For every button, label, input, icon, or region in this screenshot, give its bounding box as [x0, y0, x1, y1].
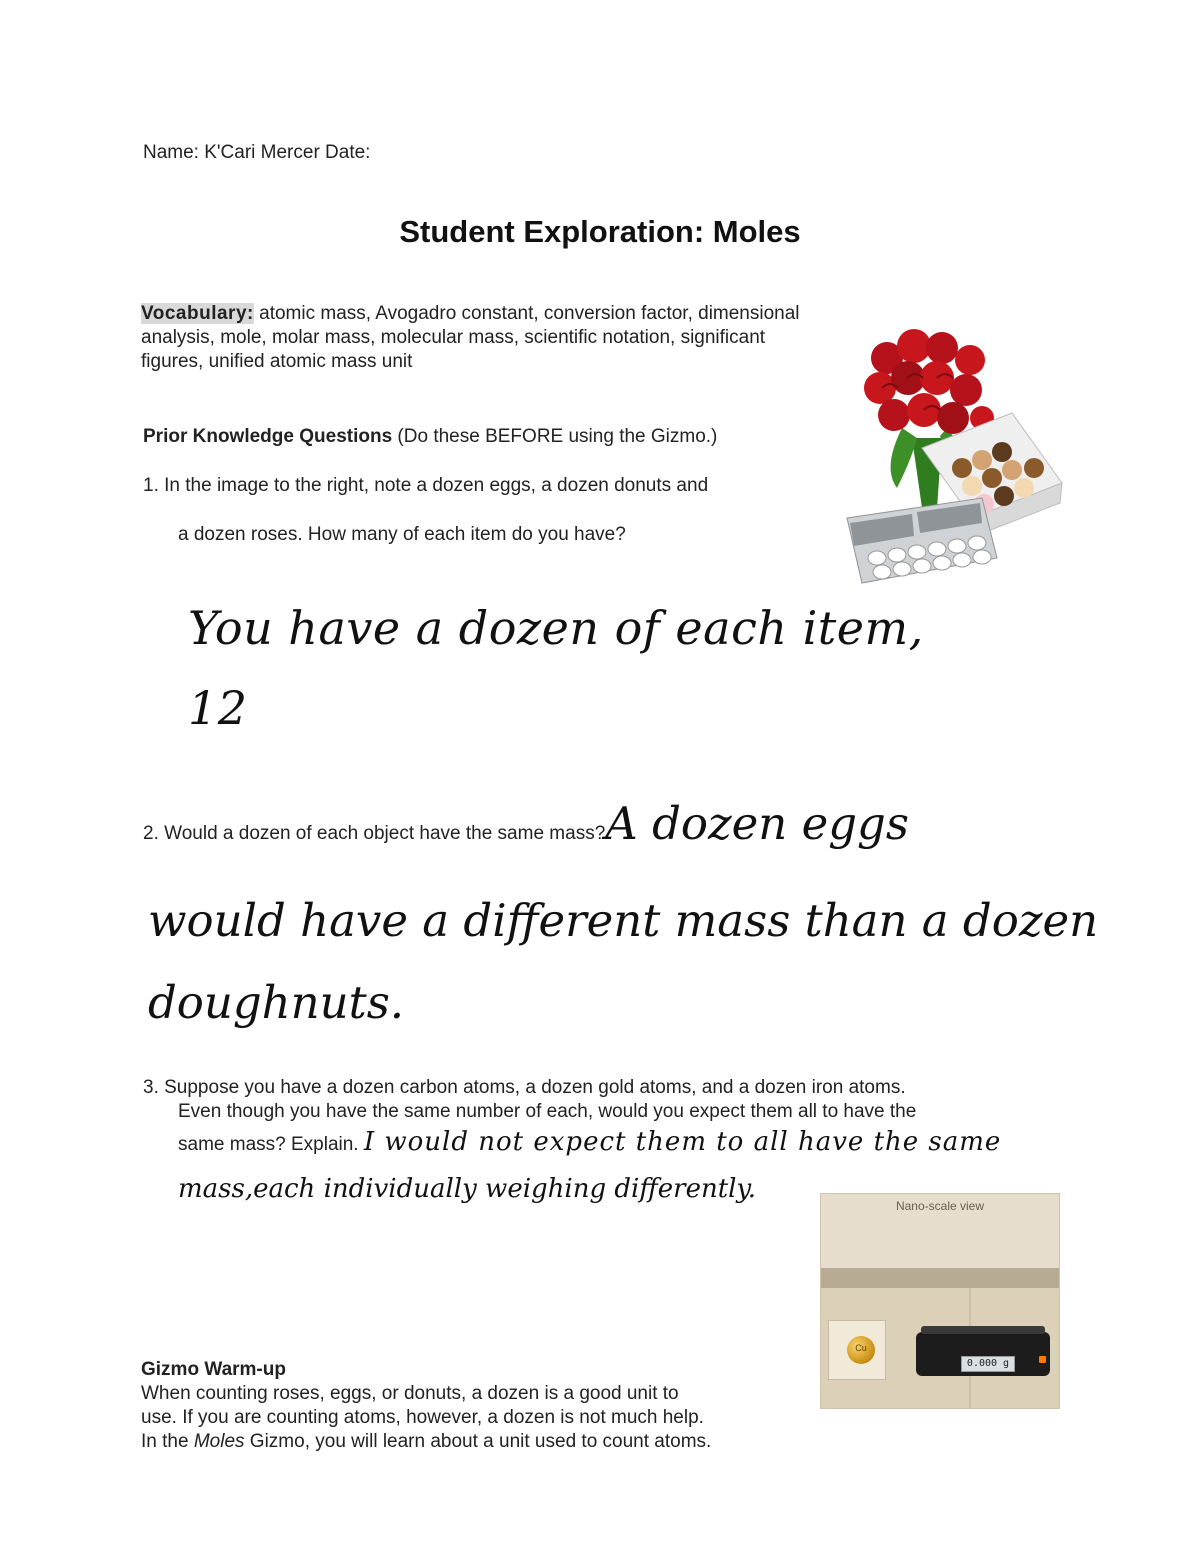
question-3-line-2: Even though you have the same number of each, would you expect them all to have the — [178, 1101, 917, 1122]
answer-3-start: I would not expect them to all have the same — [363, 1127, 1002, 1157]
atom-card — [828, 1320, 886, 1380]
vocabulary-paragraph — [141, 302, 801, 374]
prior-knowledge-note: (Do these BEFORE using the Gizmo.) — [392, 426, 718, 447]
header-name-date: Name: K'Cari Mercer Date: — [143, 142, 371, 163]
question-1-line-2: a dozen roses. How many of each item do you have? — [178, 524, 626, 545]
gizmo-warmup-line-1: When counting roses, eggs, or donuts, a dozen is a good unit to — [141, 1383, 679, 1404]
scale-indicator-light — [1039, 1356, 1046, 1363]
answer-2-start: A dozen eggs — [605, 797, 909, 850]
vocabulary-terms: atomic mass, Avogadro constant, conversion factor, dimensional analysis, mole, molar mass, molecular mass, scientific notation, significant figures, unified atomic mass unit — [141, 303, 800, 372]
gizmo-nano-scale-image — [820, 1193, 1060, 1409]
answer-2 — [148, 880, 1098, 1044]
vocabulary-label: Vocabulary: — [141, 303, 254, 324]
line-3-before: In the — [141, 1431, 194, 1452]
line-3-after: Gizmo, you will learn about a unit used to count atoms. — [244, 1431, 712, 1452]
answer-1 — [188, 588, 924, 748]
gizmo-warmup-line-2: use. If you are counting atoms, however, a dozen is not much help. — [141, 1407, 704, 1428]
question-3-explain: same mass? Explain. — [178, 1134, 364, 1155]
page-title: Student Exploration: Moles — [399, 214, 801, 249]
prior-knowledge-heading — [143, 425, 717, 449]
answer-2-line-2: would have a different mass than a dozen — [148, 894, 1099, 947]
answer-3-line-2: mass,each individually weighing differently. — [178, 1174, 756, 1204]
question-2-text: 2. Would a dozen of each object have the same mass? — [143, 823, 606, 844]
roses-donuts-eggs-image — [842, 318, 1064, 592]
prior-knowledge-title: Prior Knowledge Questions — [143, 426, 393, 447]
gizmo-warmup-line-3 — [141, 1430, 821, 1454]
scale-display: 0.000 g — [961, 1356, 1015, 1372]
moles-gizmo-name: Moles — [193, 1431, 245, 1452]
answer-1-line-1: You have a dozen of each item, — [188, 601, 924, 655]
answer-2-line-3: doughnuts. — [148, 976, 405, 1029]
question-2 — [143, 797, 909, 850]
gizmo-shelf — [821, 1268, 1059, 1288]
nano-scale-view-label: Nano-scale view — [895, 1199, 985, 1213]
gizmo-warmup-section — [141, 1358, 821, 1454]
answer-1-line-2: 12 — [188, 681, 248, 735]
question-3-line-1: 3. Suppose you have a dozen carbon atoms, a dozen gold atoms, and a dozen iron atoms. — [143, 1077, 906, 1098]
question-1-line-1: 1. In the image to the right, note a dozen eggs, a dozen donuts and — [143, 475, 709, 496]
scale-pan — [921, 1326, 1045, 1334]
gizmo-warmup-heading: Gizmo Warm-up — [141, 1359, 286, 1380]
atom-symbol: Cu — [855, 1343, 867, 1353]
egg-carton — [847, 498, 997, 583]
question-3-line-3 — [178, 1127, 1002, 1157]
